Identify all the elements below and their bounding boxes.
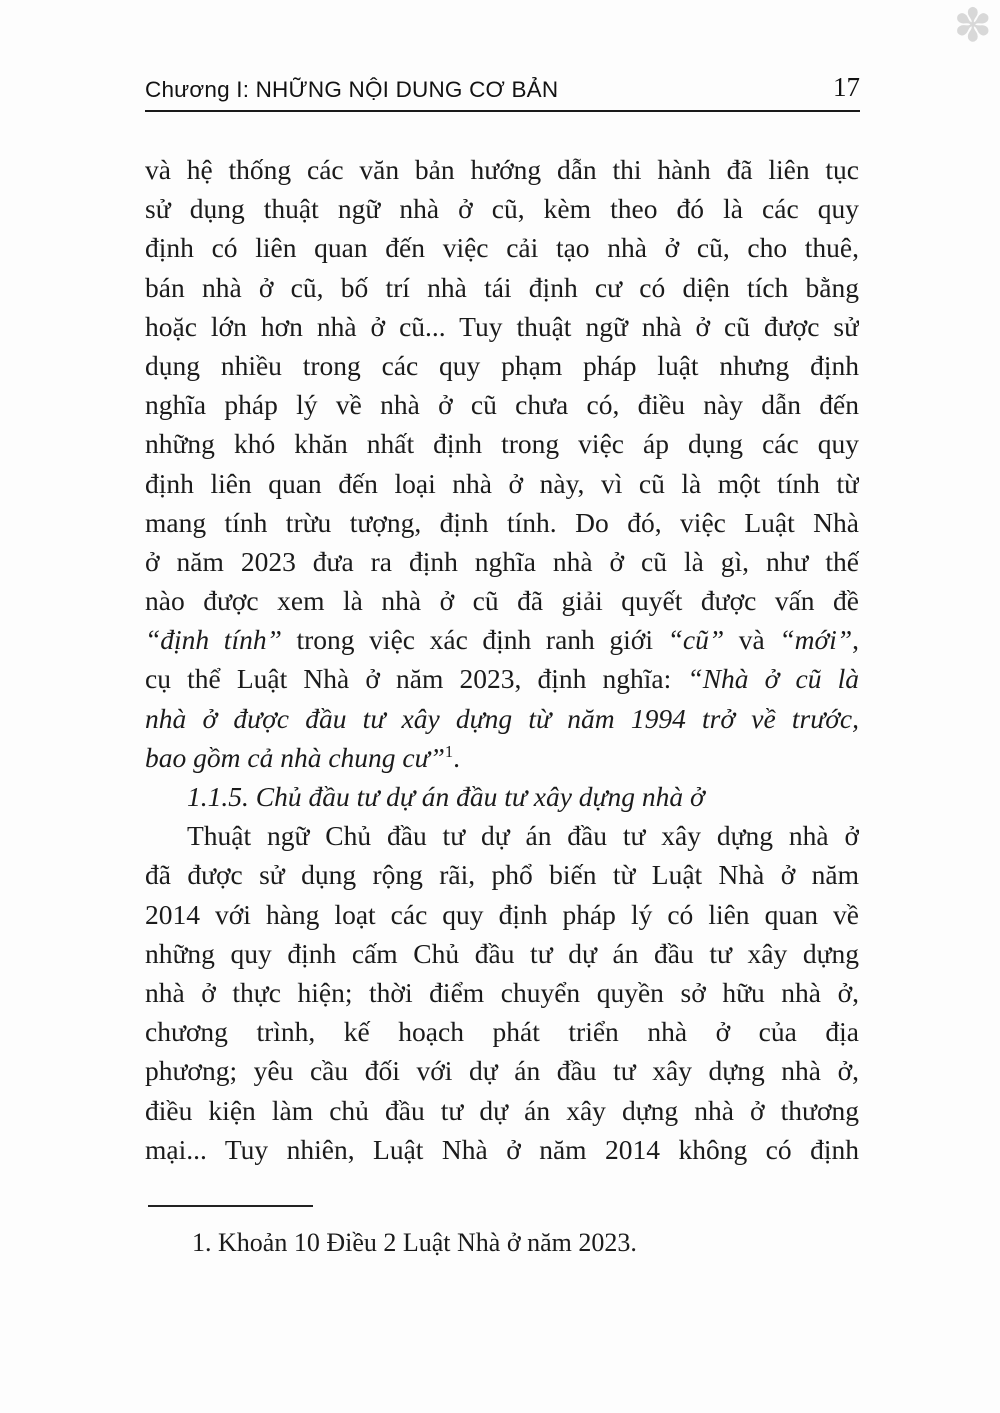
body-line: cụ thể Luật Nhà ở năm 2023, định nghĩa: “Nhà ở cũ là bbox=[145, 663, 859, 695]
body-line: mang tính trừu tượng, định tính. Do đó, việc Luật Nhà bbox=[145, 506, 859, 538]
body-line: nhà ở thực hiện; thời điểm chuyển quyền sở hữu nhà ở, bbox=[145, 976, 859, 1008]
body-line: ở năm 2023 đưa ra định nghĩa nhà ở cũ là gì, như thế bbox=[145, 545, 859, 577]
body-line: bao gồm cả nhà chung cư”$^1$. bbox=[145, 741, 461, 773]
body-line: điều kiện làm chủ đầu tư dự án xây dựng nhà ở thương bbox=[145, 1094, 859, 1126]
body-line: bán nhà ở cũ, bố trí nhà tái định cư có diện tích bằng bbox=[145, 271, 859, 303]
body-line: định liên quan đến loại nhà ở này, vì cũ là một tính từ bbox=[145, 467, 859, 499]
body-line: chương trình, kế hoạch phát triển nhà ở của địa bbox=[145, 1016, 859, 1048]
footnote-text: 1. Khoản 10 Điều 2 Luật Nhà ở năm 2023. bbox=[192, 1228, 637, 1257]
body-line: Thuật ngữ Chủ đầu tư dự án đầu tư xây dựng nhà ở bbox=[187, 820, 859, 852]
body-line: “định tính” trong việc xác định ranh giới “cũ” và “mới”, bbox=[145, 624, 859, 656]
body-line: nhà ở được đầu tư xây dựng từ năm 1994 trở về trước, bbox=[145, 702, 859, 734]
body-line: đã được sử dụng rộng rãi, phổ biến từ Luật Nhà ở năm bbox=[145, 859, 859, 891]
body-line: và hệ thống các văn bản hướng dẫn thi hành đã liên tục bbox=[145, 154, 859, 185]
body-line: dụng nhiều trong các quy phạm pháp luật nhưng định bbox=[145, 349, 859, 381]
body-line: 1.1.5. Chủ đầu tư dự án đầu tư xây dựng nhà ở bbox=[187, 781, 705, 812]
body-text bbox=[145, 150, 859, 1169]
body-line: những khó khăn nhất định trong việc áp dụng các quy bbox=[145, 428, 859, 460]
body-line: 2014 với hàng loạt các quy định pháp lý có liên quan về bbox=[145, 898, 859, 930]
body-line: sử dụng thuật ngữ nhà ở cũ, kèm theo đó là các quy bbox=[145, 193, 859, 225]
body-line: nào được xem là nhà ở cũ đã giải quyết được vấn đề bbox=[145, 585, 859, 617]
chapter-title: Chương I: NHỮNG NỘI DUNG CƠ BẢN bbox=[145, 77, 559, 102]
body-line: nghĩa pháp lý về nhà ở cũ chưa có, điều này dẫn đến bbox=[145, 389, 859, 421]
body-line: hoặc lớn hơn nhà ở cũ... Tuy thuật ngữ nhà ở cũ được sử bbox=[145, 310, 859, 342]
body-line: phương; yêu cầu đối với dự án đầu tư xây dựng nhà ở, bbox=[145, 1055, 859, 1087]
body-line: mại... Tuy nhiên, Luật Nhà ở năm 2014 không có định bbox=[145, 1133, 859, 1165]
flower-asterisk-icon: ✽ bbox=[953, 0, 992, 52]
body-line: những quy định cấm Chủ đầu tư dự án đầu tư xây dựng bbox=[145, 937, 859, 969]
page-header bbox=[145, 72, 860, 112]
footnote-rule bbox=[148, 1205, 313, 1207]
body-line: định có liên quan đến việc cải tạo nhà ở cũ, cho thuê, bbox=[145, 232, 859, 264]
page-number: 17 bbox=[833, 72, 860, 102]
